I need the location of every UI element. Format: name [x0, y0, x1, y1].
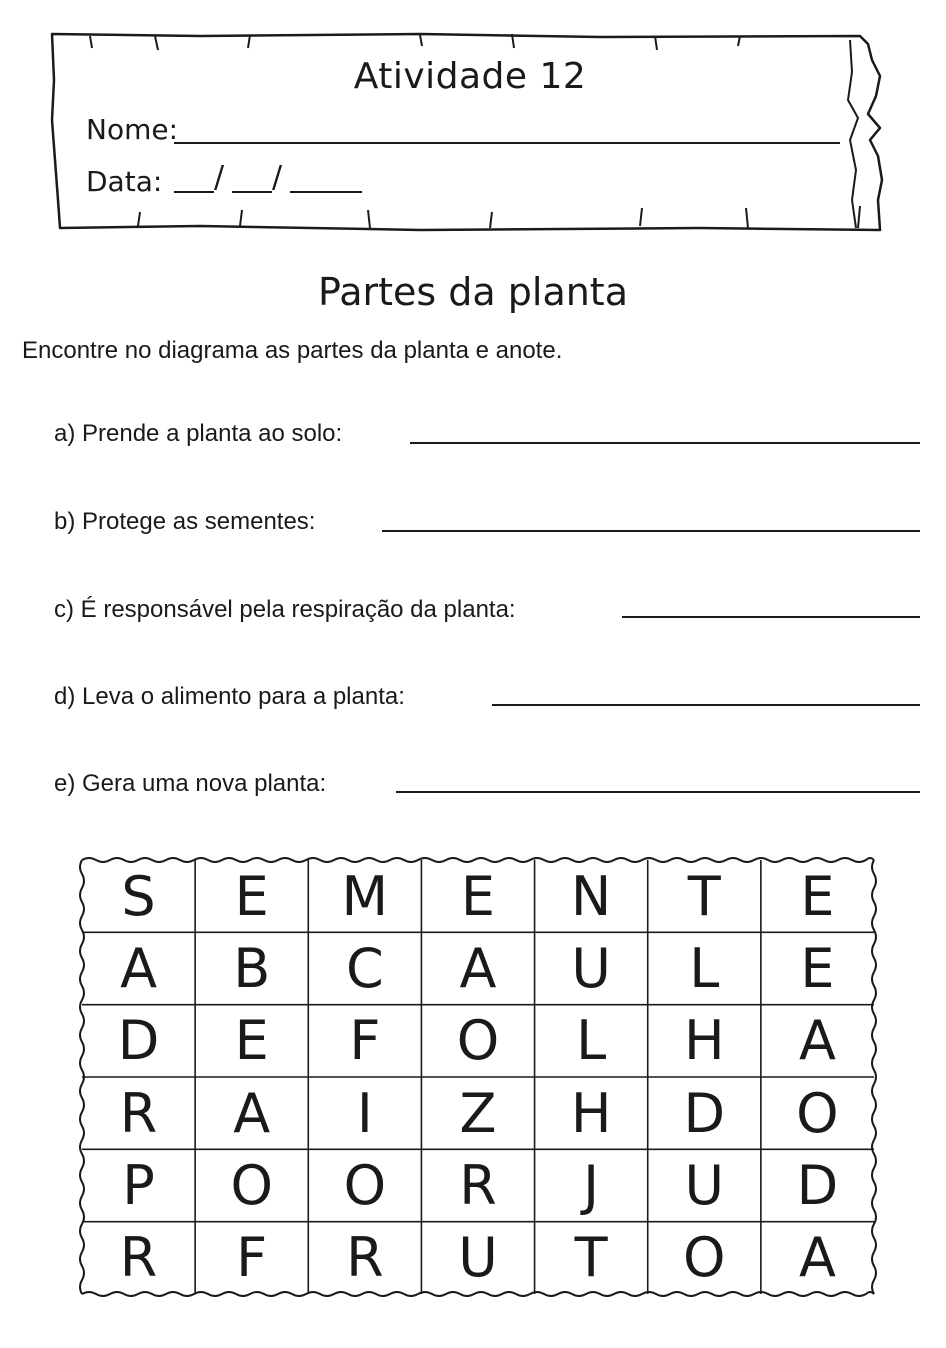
grid-cell[interactable]: Z [459, 1081, 497, 1145]
question-c: c) É responsável pela respiração da planta: [54, 596, 516, 623]
grid-cell[interactable]: F [236, 1226, 268, 1290]
question-a: a) Prende a planta ao solo: [54, 420, 343, 447]
grid-cell[interactable]: A [120, 936, 158, 1000]
grid-cell[interactable]: L [689, 936, 720, 1000]
grid-cell[interactable]: S [121, 864, 156, 928]
grid-cell[interactable]: D [117, 1009, 160, 1073]
answer-line-e[interactable] [396, 791, 920, 793]
answer-line-c[interactable] [622, 616, 920, 618]
grid-cell[interactable]: E [234, 864, 269, 928]
grid-cell[interactable]: E [234, 1009, 269, 1073]
answer-line-b[interactable] [382, 530, 920, 532]
grid-cell[interactable]: H [570, 1081, 612, 1145]
section-title: Partes da planta [318, 270, 628, 314]
grid-cell[interactable]: F [349, 1009, 381, 1073]
grid-cell[interactable]: B [233, 936, 271, 1000]
grid-cell[interactable]: P [122, 1153, 155, 1217]
date-label: Data: [86, 165, 163, 198]
answer-line-a[interactable] [410, 442, 920, 444]
grid-cell[interactable]: U [684, 1153, 725, 1217]
grid-cell[interactable]: A [459, 936, 497, 1000]
question-e: e) Gera uma nova planta: [54, 770, 327, 797]
grid-cell[interactable]: J [583, 1153, 600, 1217]
date-day-line[interactable] [174, 191, 214, 193]
grid-cell[interactable]: E [800, 936, 835, 1000]
question-b: b) Protege as sementes: [54, 508, 316, 535]
grid-cell[interactable]: O [343, 1153, 387, 1217]
grid-cell[interactable]: O [230, 1153, 273, 1217]
name-field-line[interactable] [174, 142, 840, 144]
grid-cell[interactable]: R [119, 1081, 158, 1145]
instruction-text: Encontre no diagrama as partes da planta e anote. [22, 337, 563, 364]
grid-cell[interactable]: C [345, 936, 384, 1000]
grid-cell[interactable]: T [574, 1226, 608, 1290]
grid-cell[interactable]: A [798, 1226, 836, 1290]
grid-cell[interactable]: N [570, 864, 612, 928]
grid-cell[interactable]: E [460, 864, 496, 928]
grid-cell[interactable]: D [683, 1081, 726, 1145]
date-separator-2: / [272, 160, 283, 195]
grid-cell[interactable]: H [683, 1009, 725, 1073]
grid-cell[interactable]: D [796, 1153, 839, 1217]
grid-cell[interactable]: R [459, 1153, 497, 1217]
grid-cell[interactable]: O [796, 1081, 839, 1145]
grid-cell[interactable]: U [571, 936, 611, 1000]
activity-title: Atividade 12 [353, 56, 587, 97]
grid-cell[interactable]: O [456, 1009, 500, 1073]
answer-line-d[interactable] [492, 704, 920, 706]
date-month-line[interactable] [232, 191, 272, 193]
grid-cell[interactable]: A [233, 1081, 271, 1145]
grid-cell[interactable]: U [458, 1226, 498, 1290]
question-d: d) Leva o alimento para a planta: [54, 683, 405, 710]
grid-cell[interactable]: L [576, 1009, 607, 1073]
grid-cell[interactable]: M [341, 864, 389, 928]
word-search-cells [82, 860, 874, 1294]
grid-cell[interactable]: R [119, 1226, 158, 1290]
name-label: Nome: [86, 113, 179, 146]
word-search-grid [70, 848, 882, 1304]
grid-cell[interactable]: T [687, 864, 721, 928]
grid-cell[interactable]: R [346, 1226, 384, 1290]
grid-cell[interactable]: E [800, 864, 835, 928]
date-year-line[interactable] [290, 191, 362, 193]
grid-cell[interactable]: I [356, 1081, 373, 1145]
grid-cell[interactable]: O [683, 1226, 726, 1290]
date-separator-1: / [214, 160, 225, 195]
grid-cell[interactable]: A [798, 1009, 836, 1073]
